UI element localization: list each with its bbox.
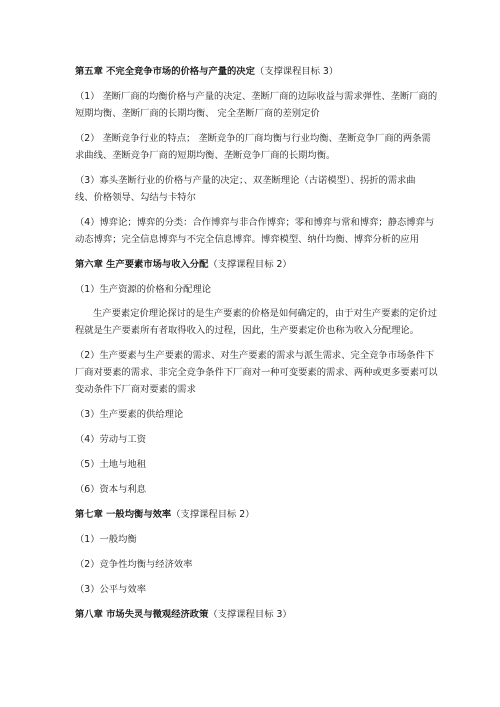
ch7-item1: （1）一般均衡 [75,534,137,545]
chapter-7-target: （支撑课程目标 2） [171,509,255,520]
ch7-item2: （2）竞争性均衡与经济效率 [75,559,193,570]
chapter-5-heading [75,63,430,80]
ch7-item3: （3）公平与效率 [75,584,146,595]
chapter-5-title: 第五章 不完全竞争市场的价格与产量的决定 [75,66,255,77]
ch5-item4-line2: 动态博弈；完全信息博弈与不完全信息博弈。博弈模型、纳什均衡、博弈分析的应用 [75,234,419,245]
chapter-6-target: （支撑课程目标 2） [208,259,292,270]
ch6-item5: （5）土地与地租 [75,459,146,470]
ch6-item6: （6）资本与利息 [75,484,146,495]
chapter-8-title: 第八章 市场失灵与微观经济政策 [75,609,209,620]
ch6-item1: （1）生产资源的价格和分配理论 [75,284,212,295]
chapter-7-heading [75,506,430,523]
ch5-item4-line1: （4）博弈论；博弈的分类：合作博弈与非合作博弈；零和博弈与常和博弈；静态博弈与 [75,217,435,228]
ch5-item2-line2: 求曲线、垄断竞争厂商的短期均衡、垄断竞争厂商的长期均衡。 [75,150,336,161]
chapter-6-title: 第六章 生产要素市场与收入分配 [75,259,209,270]
ch6-item1-body-line2: 程就是生产要素所有者取得收入的过程，因此，生产要素定价也称为收入分配理论。 [75,325,419,336]
ch5-item2-line1: （2） 垄断竞争行业的特点； 垄断竞争的厂商均衡与行业均衡、垄断竞争厂商的两条需 [75,133,431,144]
ch5-item3-line1: （3）寡头垄断行业的价格与产量的决定；、双垄断理论（古诺模型）、拐折的需求曲 [75,175,416,186]
ch5-item1-line1: （1） 垄断厂商的均衡价格与产量的决定、垄断厂商的边际收益与需求弹性、垄断厂商的 [75,91,438,102]
ch5-item1-line2: 短期均衡、垄断厂商的长期均衡、 完全垄断厂商的差别定价 [75,108,320,119]
ch6-item2-line1: （2）生产要素与生产要素的需求、对生产要素的需求与派生需求、完全竞争市场条件下 [75,350,435,361]
chapter-7-title: 第七章 一般均衡与效率 [75,509,172,520]
chapter-8-target: （支撑课程目标 3） [208,609,292,620]
ch6-item1-body-line1: 生产要素定价理论探讨的是生产要素的价格是如何确定的，由于对生产要素的定价过 [93,308,437,319]
chapter-8-heading [75,606,430,623]
ch6-item2-line2: 厂商对要素的需求、非完全竞争条件下厂商对一种可变要素的需求、两种或更多要素可以 [75,367,438,378]
ch6-item3: （3）生产要素的供给理论 [75,409,184,420]
chapter-5-target: （支撑课程目标 3） [254,66,339,77]
chapter-6-heading [75,256,430,273]
ch6-item4: （4）劳动与工资 [75,434,146,445]
ch6-item2-line3: 变动条件下厂商对要素的需求 [75,384,196,395]
ch5-item3-line2: 线、价格领导、勾结与卡特尔 [75,192,196,203]
